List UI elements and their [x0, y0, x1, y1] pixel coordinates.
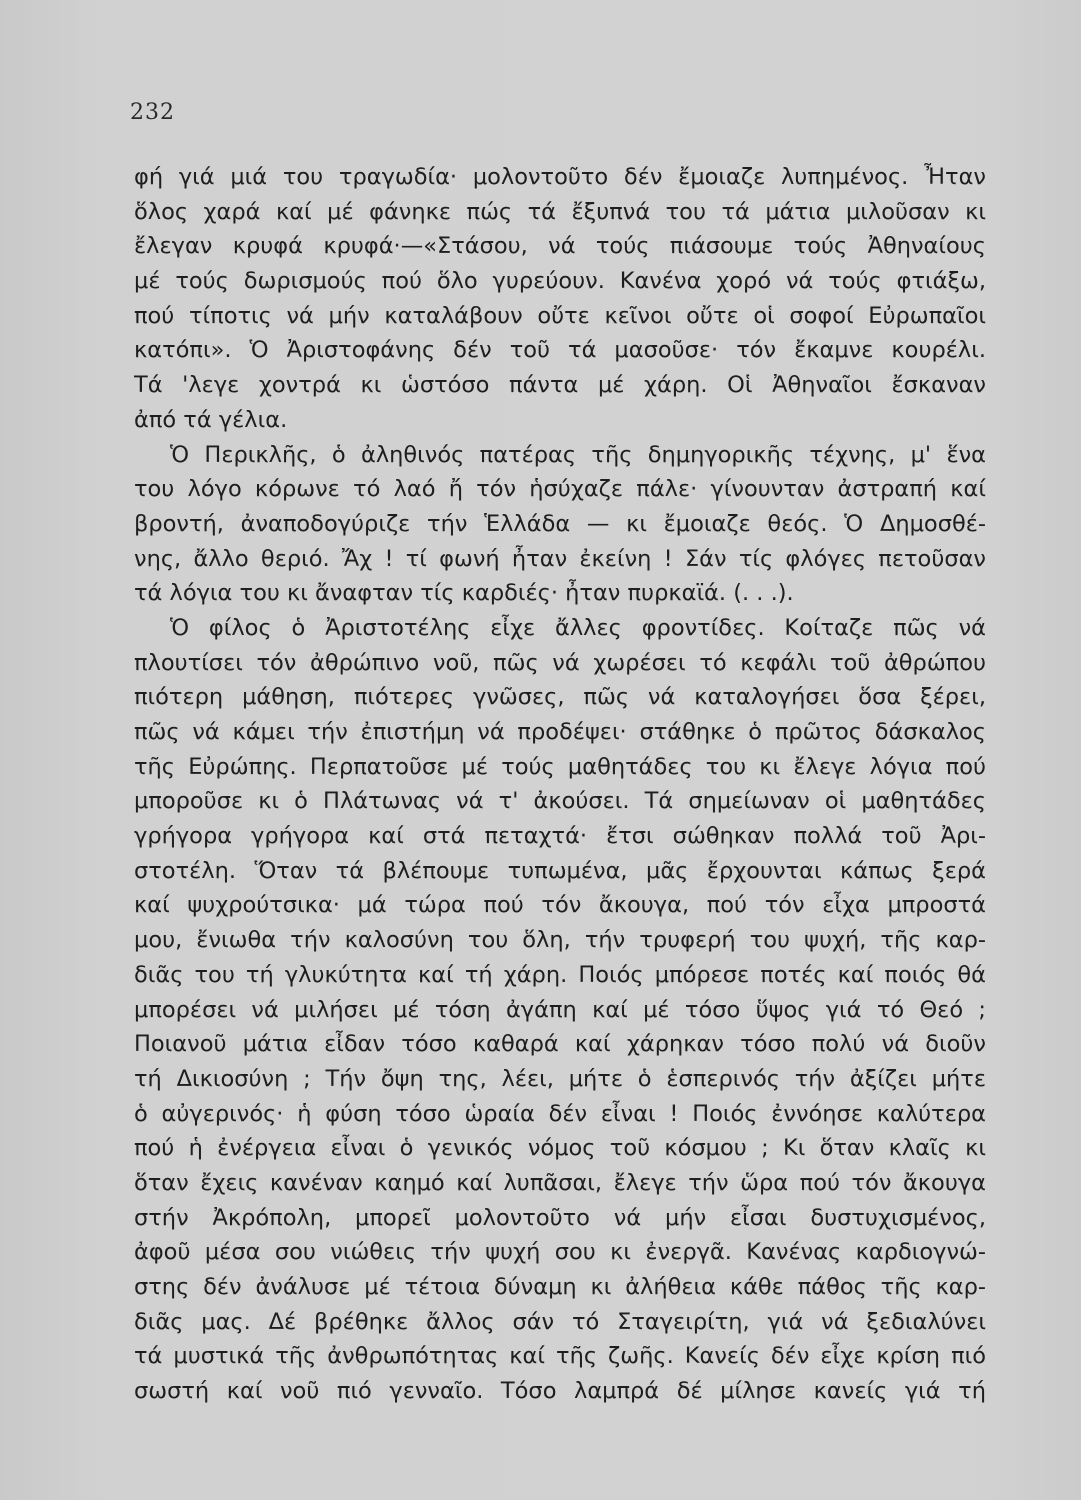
- text-line: ὁ αὐγερινός· ἡ φύση τόσο ὡραία δέν εἶναι ! Ποιός ἐννόησε καλύτερα: [134, 1100, 986, 1127]
- text-line: ὅλος χαρά καί μέ φάνηκε πώς τά ἔξυπνά του τά μάτια μιλοῦσαν κι: [134, 198, 986, 225]
- text-line: στοτέλη. Ὅταν τά βλέπουμε τυπωμένα, μᾶς ἔρχουνται κάπως ξερά: [134, 857, 986, 884]
- text-line: πῶς νά κάμει τήν ἐπιστήμη νά προδέψει· στάθηκε ὁ πρῶτος δάσκαλος: [134, 719, 986, 745]
- text-line: ἀπό τά γέλια.: [134, 406, 288, 433]
- text-line: μπορέσει νά μιλήσει μέ τόση ἀγάπη καί μέ τόσο ὕψος γιά τό Θεό ;: [134, 996, 986, 1023]
- text-line: πιότερη μάθηση, πιότερες γνῶσες, πῶς νά καταλογήσει ὅσα ξέρει,: [134, 684, 986, 711]
- text-line: τῆς Εὐρώπης. Περπατοῦσε μέ τούς μαθητάδες του κι ἔλεγε λόγια πού: [134, 753, 986, 780]
- text-line: στης δέν ἀνάλυσε μέ τέτοια δύναμη κι ἀλήθεια κάθε πάθος τῆς καρ-: [134, 1274, 986, 1300]
- text-line: γρήγορα γρήγορα καί στά πεταχτά· ἔτσι σώθηκαν πολλά τοῦ Ἀρι-: [134, 823, 986, 850]
- text-line: Ὁ φίλος ὁ Ἀριστοτέλης εἶχε ἄλλες φροντίδες. Κοίταζε πῶς νά: [170, 614, 986, 641]
- text-line: διᾶς μας. Δέ βρέθηκε ἄλλος σάν τό Σταγειρίτη, γιά νά ξεδιαλύνει: [134, 1308, 986, 1335]
- text-line: ἀφοῦ μέσα σου νιώθεις τήν ψυχή σου κι ἐνεργᾶ. Κανένας καρδιογνώ-: [134, 1239, 986, 1266]
- text-line: καί ψυχρούτσικα· μά τώρα πού τόν ἄκουγα, πού τόν εἶχα μπροστά: [134, 892, 986, 919]
- text-line: τή Δικιοσύνη ; Τήν ὄψη της, λέει, μήτε ὁ ἑσπερινός τήν ἀξίζει μήτε: [134, 1065, 986, 1092]
- text-line: βροντή, ἀναποδογύριζε τήν Ἑλλάδα — κι ἔμοιαζε θεός. Ὁ Δημοσθέ-: [134, 510, 986, 537]
- text-line: ἔλεγαν κρυφά κρυφά·—«Στάσου, νά τούς πιάσουμε τούς Ἀθηναίους: [134, 233, 986, 260]
- text-line: Τά 'λεγε χοντρά κι ὡστόσο πάντα μέ χάρη. Οἱ Ἀθηναῖοι ἔσκαναν: [134, 372, 986, 399]
- text-line: του λόγο κόρωνε τό λαό ἤ τόν ἡσύχαζε πάλε· γίνουνταν ἀστραπή καί: [134, 476, 986, 503]
- text-line: πλουτίσει τόν ἀθρώπινο νοῦ, πῶς νά χωρέσει τό κεφάλι τοῦ ἀθρώπου: [134, 649, 986, 676]
- text-line: φή γιά μιά του τραγωδία· μολοντοῦτο δέν ἔμοιαζε λυπημένος. Ἦταν: [134, 164, 986, 190]
- text-line: νης, ἄλλο θεριό. Ἄχ ! τί φωνή ἦταν ἐκείνη ! Σάν τίς φλόγες πετοῦσαν: [134, 545, 986, 572]
- text-line: σωστή καί νοῦ πιό γενναῖο. Τόσο λαμπρά δέ μίλησε κανείς γιά τή: [134, 1378, 986, 1405]
- text-line: πού τίποτις νά μήν καταλάβουν οὔτε κεῖνοι οὔτε οἱ σοφοί Εὐρωπαῖοι: [134, 302, 986, 329]
- text-line: ὅταν ἔχεις κανέναν καημό καί λυπᾶσαι, ἔλεγε τήν ὥρα πού τόν ἄκουγα: [134, 1169, 986, 1196]
- text-line: διᾶς του τή γλυκύτητα καί τή χάρη. Ποιός μπόρεσε ποτές καί ποιός θά: [134, 961, 986, 988]
- text-line: μου, ἔνιωθα τήν καλοσύνη του ὅλη, τήν τρυφερή του ψυχή, τῆς καρ-: [134, 927, 986, 954]
- text-line: πού ἡ ἐνέργεια εἶναι ὁ γενικός νόμος τοῦ κόσμου ; Κι ὅταν κλαῖς κι: [134, 1135, 986, 1162]
- text-line: μέ τούς δωρισμούς πού ὅλο γυρεύουν. Κανένα χορό νά τούς φτιάξω,: [134, 268, 986, 295]
- text-line: μποροῦσε κι ὁ Πλάτωνας νά τ' ἀκούσει. Τά σημείωναν οἱ μαθητάδες: [134, 788, 986, 815]
- text-line: Ὁ Περικλῆς, ὁ ἀληθινός πατέρας τῆς δημηγορικῆς τέχνης, μ' ἕνα: [170, 441, 986, 468]
- text-line: Ποιανοῦ μάτια εἶδαν τόσο καθαρά καί χάρηκαν τόσο πολύ νά διοῦν: [134, 1031, 986, 1058]
- page-number: 232: [130, 100, 175, 125]
- text-line: στήν Ἀκρόπολη, μπορεῖ μολοντοῦτο νά μήν εἶσαι δυστυχισμένος,: [134, 1204, 986, 1231]
- text-line: κατόπι». Ὁ Ἀριστοφάνης δέν τοῦ τά μασοῦσε· τόν ἔκαμνε κουρέλι.: [134, 337, 986, 364]
- text-line: τά λόγια του κι ἄναφταν τίς καρδιές· ἦταν πυρκαϊά. (. . .).: [134, 580, 794, 607]
- text-line: τά μυστικά τῆς ἀνθρωπότητας καί τῆς ζωῆς. Κανείς δέν εἶχε κρίση πιό: [134, 1343, 986, 1370]
- body-text: [134, 160, 986, 1409]
